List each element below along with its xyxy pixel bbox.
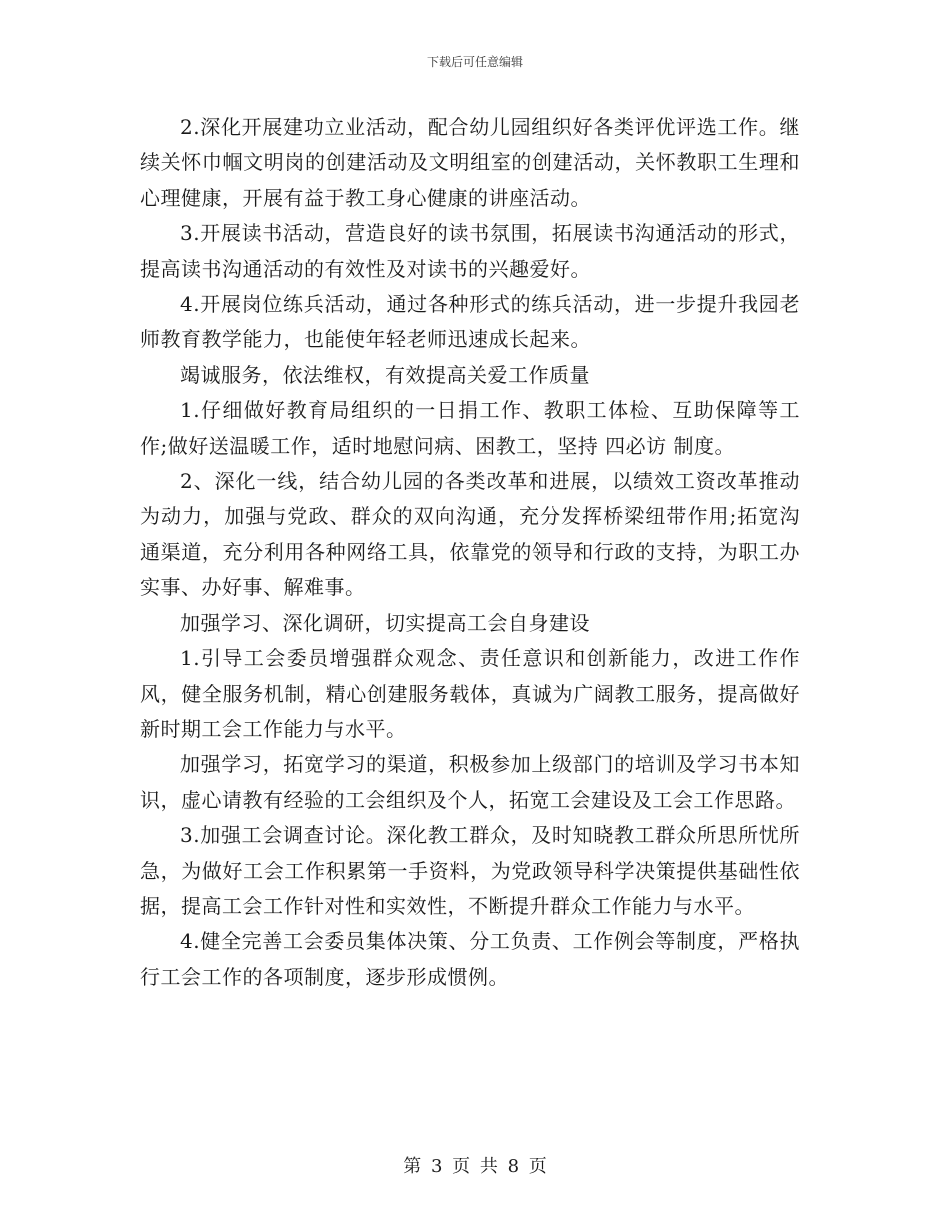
paragraph-8: 1.引导工会委员增强群众观念、责任意识和创新能力，改进工作作风，健全服务机制，精心创建服务载体，真诚为广阔教工服务，提高做好新时期工会工作能力与水平。 [140,646,800,741]
paragraph-1: 2.深化开展建功立业活动，配合幼儿园组织好各类评优评选工作。继续关怀巾帼文明岗的创建活动及文明组室的创建活动，关怀教职工生理和心理健康，开展有益于教工身心健康的讲座活动。 [140,115,800,210]
paragraph-2: 3.开展读书活动，营造良好的读书氛围，拓展读书沟通活动的形式，提高读书沟通活动的有效性及对读书的兴趣爱好。 [140,221,800,281]
paragraph-3: 4.开展岗位练兵活动，通过各种形式的练兵活动，进一步提升我园老师教育教学能力，也能使年轻老师迅速成长起来。 [140,292,800,352]
page-header-note: 下载后可任意编辑 [426,55,523,69]
page-number-footer: 第 3 页 共 8 页 [403,1156,547,1177]
paragraph-5: 1.仔细做好教育局组织的一日捐工作、教职工体检、互助保障等工作;做好送温暖工作，适时地慰问病、困教工，坚持 四必访 制度。 [140,398,800,458]
document-body [140,110,800,995]
paragraph-11: 4.健全完善工会委员集体决策、分工负责、工作例会等制度，严格执行工会工作的各项制度，逐步形成惯例。 [140,929,800,989]
paragraph-6: 2、深化一线，结合幼儿园的各类改革和进展，以绩效工资改革推动为动力，加强与党政、群众的双向沟通，充分发挥桥梁纽带作用;拓宽沟通渠道，充分利用各种网络工具，依靠党的领导和行政的支持，为职工办实事、办好事、解难事。 [140,469,800,600]
section-heading-study: 加强学习、深化调研，切实提高工会自身建设 [180,610,590,635]
paragraph-9: 加强学习，拓宽学习的渠道，积极参加上级部门的培训及学习书本知识，虚心请教有经验的工会组织及个人，拓宽工会建设及工会工作思路。 [140,752,800,812]
paragraph-10: 3.加强工会调查讨论。深化教工群众，及时知晓教工群众所思所忧所急，为做好工会工作积累第一手资料，为党政领导科学决策提供基础性依据，提高工会工作针对性和实效性，不断提升群众工作能力与水平。 [140,823,800,918]
section-heading-service: 竭诚服务，依法维权，有效提高关爱工作质量 [180,362,590,387]
